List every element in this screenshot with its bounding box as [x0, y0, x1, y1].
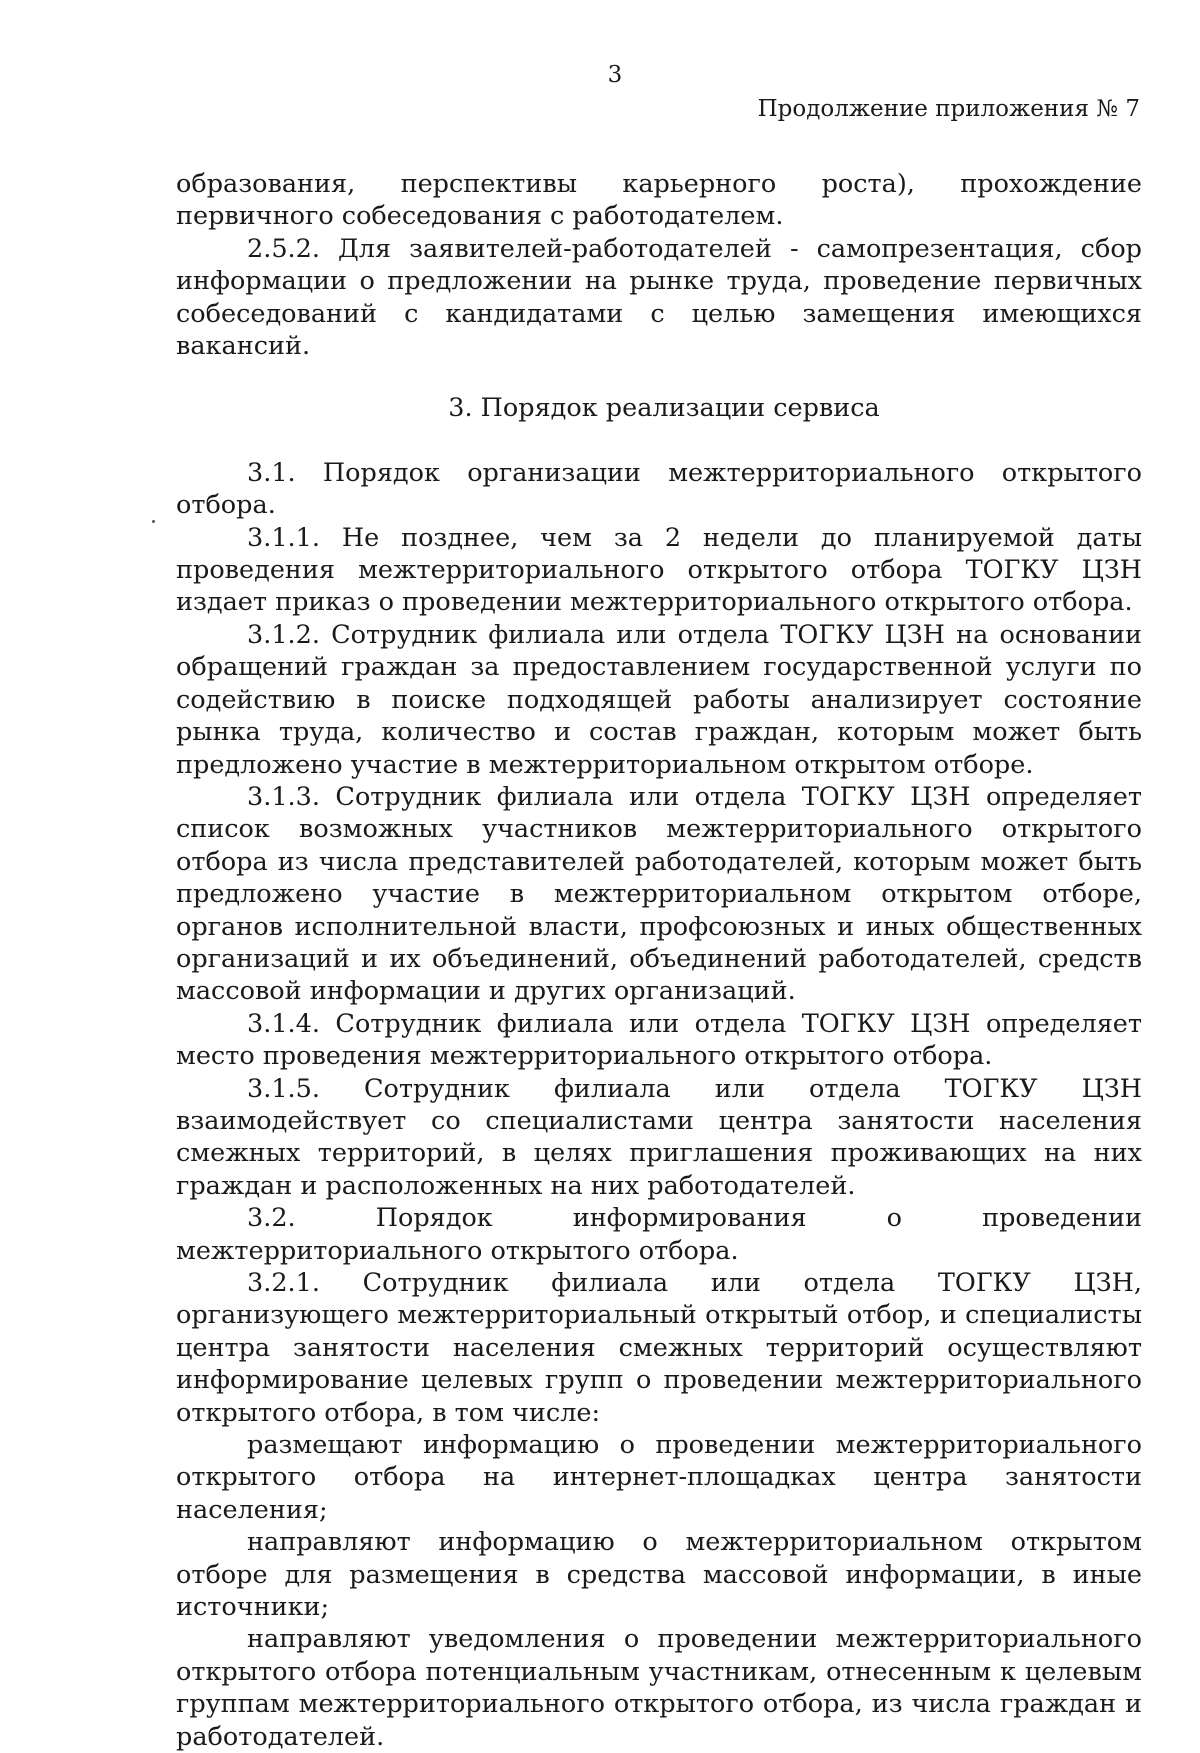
list-item-send-notifications: направляют уведомления о проведении межтерриториального открытого отбора потенциальным участникам, отнесенным к целевым группам межтерриториального открытого отбора, из числа граждан и работодателей.: [176, 1624, 1142, 1752]
paragraph-3-2: 3.2. Порядок информирования о проведении межтерриториального открытого отбора.: [176, 1203, 1142, 1266]
paragraph-3-1-3: 3.1.3. Сотрудник филиала или отдела ТОГКУ ЦЗН определяет список возможных участников межтерриториального открытого отбора из числа представителей работодателей, которым может быть предложено участие в межтерриториальном открытом отборе, органов исполнительной власти, профсоюзных и иных общественных организаций и их объединений, объединений работодателей, средств массовой информации и других организаций.: [176, 781, 1142, 1007]
paragraph-3-1-5: 3.1.5. Сотрудник филиала или отдела ТОГКУ ЦЗН взаимодействует со специалистами центра занятости населения смежных территорий, в целях приглашения проживающих на них граждан и расположенных на них работодателей.: [176, 1073, 1142, 1201]
paragraph-3-1-1: 3.1.1. Не позднее, чем за 2 недели до планируемой даты проведения межтерриториального открытого отбора ТОГКУ ЦЗН издает приказ о проведении межтерриториального открытого отбора.: [176, 522, 1142, 618]
page-number: 3: [607, 62, 623, 88]
document-body: [176, 168, 1142, 1753]
paragraph-2-5-2: 2.5.2. Для заявителей-работодателей - самопрезентация, сбор информации о предложении на рынке труда, проведение первичных собеседований с кандидатами с целью замещения имеющихся вакансий.: [176, 233, 1142, 362]
paragraph-3-1-4: 3.1.4. Сотрудник филиала или отдела ТОГКУ ЦЗН определяет место проведения межтерриториального открытого отбора.: [176, 1008, 1142, 1072]
section-heading: 3. Порядок реализации сервиса: [448, 393, 880, 424]
paragraph-continuation: образования, перспективы карьерного роста), прохождение первичного собеседования с работодателем.: [176, 169, 1142, 232]
paragraph-3-1-2: 3.1.2. Сотрудник филиала или отдела ТОГКУ ЦЗН на основании обращений граждан за предоставлением государственной услуги по содействию в поиске подходящей работы анализирует состояние рынка труда, количество и состав граждан, которым может быть предложено участие в межтерриториальном открытом отборе.: [176, 619, 1142, 780]
appendix-continuation-note: Продолжение приложения № 7: [757, 96, 1140, 122]
margin-mark: [152, 520, 155, 523]
list-item-post-online: размещают информацию о проведении межтерриториального открытого отбора на интернет-площадках центра занятости населения;: [176, 1430, 1142, 1525]
paragraph-3-2-1: 3.2.1. Сотрудник филиала или отдела ТОГКУ ЦЗН, организующего межтерриториальный открытый отбор, и специалисты центра занятости населения смежных территорий осуществляют информирование целевых групп о проведении межтерриториального открытого отбора, в том числе:: [176, 1268, 1142, 1428]
list-item-send-to-media: направляют информацию о межтерриториальном открытом отборе для размещения в средства массовой информации, в иные источники;: [176, 1527, 1142, 1623]
paragraph-3-1: 3.1. Порядок организации межтерриториального открытого отбора.: [176, 457, 1142, 521]
